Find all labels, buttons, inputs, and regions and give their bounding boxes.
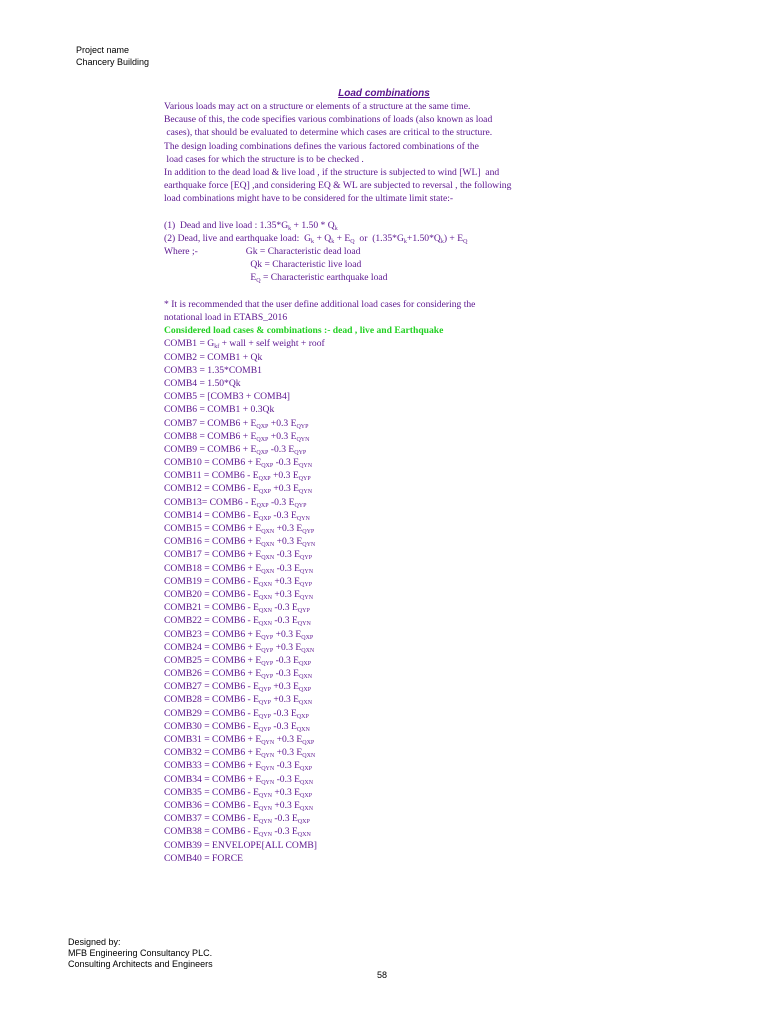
comb-item: COMB21 = COMB6 - $E_{QXN}$ -0.3 $E_{QYP}$ (164, 602, 310, 615)
comb-item: COMB25 = COMB6 + $E_{QYP}$ -0.3 $E_{QXP}$ (164, 654, 312, 667)
where-dead-load: Where ;- Gk = Characteristic dead load (164, 246, 361, 258)
formula-dead-live: (1) Dead and live load : $1.35*G_k + 1.50 * Q_k$ (164, 219, 338, 232)
comb-item: COMB40 = FORCE (164, 852, 243, 864)
page-footer (68, 937, 213, 970)
comb-item: COMB7 = COMB6 + $E_{QXP} +0.3$ $E_{QYP}$ (164, 417, 309, 430)
comb-item: COMB15 = COMB6 + $E_{QXN} +0.3$ $E_{QYP}$ (164, 523, 315, 535)
comb-item: COMB23 = COMB6 + $E_{QYP} +0.3$ $E_{QXP}$ (164, 628, 314, 641)
combination-list (164, 337, 604, 865)
comb-item: COMB18 = COMB6 + $E_{QXN}$ -0.3 $E_{QYN}$ (164, 562, 314, 575)
comb-item: COMB28 = COMB6 - $E_{QYP} +0.3$ $E_{QXN}$ (164, 694, 313, 707)
comb-item: COMB27 = COMB6 - $E_{QYP} +0.3$ $E_{QXP}$ (164, 681, 312, 694)
comb-item: COMB2 = COMB1 + Qk (164, 351, 263, 363)
comb-item: COMB19 = COMB6 - $E_{QXN} +0.3$ $E_{QYP}$ (164, 575, 313, 588)
comb-item: COMB8 = COMB6 + $E_{QXP} +0.3$ $E_{QYN}$ (164, 430, 310, 443)
comb-item: COMB31 = COMB6 + $E_{QYN} +0.3$ $E_{QXP}$ (164, 734, 315, 746)
intro-line: load cases for which the structure is to be checked . (164, 153, 364, 165)
page-header (76, 44, 149, 68)
comb-item: COMB5 = [COMB3 + COMB4] (164, 391, 290, 403)
comb-item: COMB16 = COMB6 + $E_{QXN} +0.3$ $E_{QYN}$ (164, 536, 316, 549)
comb-item: COMB13= COMB6 - $E_{QXP}$ -0.3 $E_{QYP}$ (164, 496, 307, 509)
where-eq-load: $E_Q$ = Characteristic earthquake load (164, 272, 388, 285)
formula-dead-live-eq: (2) Dead, live and earthquake load: $G_k + Q_k + E_Q$ or $(1.35*G_k+1.50*Q_k) + E_Q$ (164, 232, 468, 245)
comb-item: COMB38 = COMB6 - $E_{QYN}$ -0.3 $E_{QXN}$ (164, 826, 311, 839)
intro-line: In addition to the dead load & live load , if the structure is subjected to wind [WL] and (164, 166, 500, 178)
comb-item: COMB22 = COMB6 - $E_{QXN}$ -0.3 $E_{QYN}$ (164, 615, 311, 628)
intro-line: The design loading combinations defines the various factored combinations of the (164, 140, 479, 152)
intro-line: load combinations might have to be considered for the ultimate limit state:- (164, 193, 454, 205)
comb-item: COMB17 = COMB6 + $E_{QXN}$ -0.3 $E_{QYP}$ (164, 549, 313, 562)
formula-block (164, 219, 604, 285)
comb-item: COMB33 = COMB6 + $E_{QYN}$ -0.3 $E_{QXP}$ (164, 760, 313, 773)
intro-line: cases), that should be evaluated to determine which cases are critical to the structure. (164, 127, 493, 139)
comb-item: COMB24 = COMB6 + $E_{QYP} +0.3$ $E_{QXN}$ (164, 641, 315, 654)
note-line: notational load in ETABS_2016 (164, 312, 288, 323)
comb-item: COMB37 = COMB6 - $E_{QYN}$ -0.3 $E_{QXP}$ (164, 813, 310, 826)
comb-item: COMB34 = COMB6 + $E_{QYN}$ -0.3 $E_{QXN}$ (164, 773, 314, 786)
comb-item: COMB20 = COMB6 - $E_{QXN} +0.3$ $E_{QYN}$ (164, 588, 314, 601)
comb-item: COMB10 = COMB6 + $E_{QXP}$ -0.3 $E_{QYN}$ (164, 457, 313, 470)
comb-item: COMB35 = COMB6 - $E_{QYN} +0.3$ $E_{QXP}$ (164, 786, 313, 799)
comb-item: COMB1 = $G_{kf}$ + wall + self weight + roof (164, 338, 325, 351)
comb-item: COMB32 = COMB6 + $E_{QYN} +0.3$ $E_{QXN}$ (164, 747, 316, 760)
note-line: * It is recommended that the user define additional load cases for considering the (164, 298, 476, 310)
project-value: Chancery Building (76, 57, 150, 67)
comb-item: COMB9 = COMB6 + $E_{QXP}$ -0.3 $E_{QYP}$ (164, 443, 307, 456)
comb-item: COMB30 = COMB6 - $E_{QYP}$ -0.3 $E_{QXN}$ (164, 720, 310, 733)
footer-company: MFB Engineering Consultancy PLC. (68, 948, 213, 958)
where-live-load: Qk = Characteristic live load (164, 259, 362, 271)
comb-item: COMB4 = 1.50*Qk (164, 377, 241, 389)
comb-item: COMB3 = 1.35*COMB1 (164, 364, 262, 376)
comb-item: COMB6 = COMB1 + 0.3Qk (164, 404, 275, 416)
comb-item: COMB14 = COMB6 - $E_{QXP}$ -0.3 $E_{QYN}$ (164, 509, 310, 522)
footer-tagline: Consulting Architects and Engineers (68, 959, 213, 969)
footer-designed-by: Designed by: (68, 937, 121, 947)
seismic-combinations (164, 417, 604, 839)
comb-item: COMB11 = COMB6 - $E_{QXP} +0.3$ $E_{QYP}$ (164, 470, 311, 483)
comb-item: COMB26 = COMB6 + $E_{QYP}$ -0.3 $E_{QXN}$ (164, 668, 313, 681)
document-body (164, 87, 604, 865)
project-label: Project name (76, 45, 130, 55)
section-title: Load combinations (338, 88, 430, 99)
comb-item: COMB39 = ENVELOPE[ALL COMB] (164, 839, 317, 851)
page-number: 58 (377, 970, 388, 980)
comb-item: COMB29 = COMB6 - $E_{QYP}$ -0.3 $E_{QXP}$ (164, 707, 309, 720)
comb-item: COMB36 = COMB6 - $E_{QYN} +0.3$ $E_{QXN}$ (164, 799, 314, 812)
considered-heading: Considered load cases & combinations :- dead , live and Earthquake (164, 325, 444, 337)
intro-line: earthquake force [EQ] ,and considering EQ & WL are subjected to reversal , the following (164, 180, 512, 192)
intro-line: Various loads may act on a structure or elements of a structure at the same time. (164, 101, 471, 112)
intro-line: Because of this, the code specifies various combinations of loads (also known as load (164, 114, 493, 126)
comb-item: COMB12 = COMB6 - $E_{QXP} +0.3$ $E_{QYN}$ (164, 483, 313, 496)
intro-paragraph (164, 100, 604, 206)
